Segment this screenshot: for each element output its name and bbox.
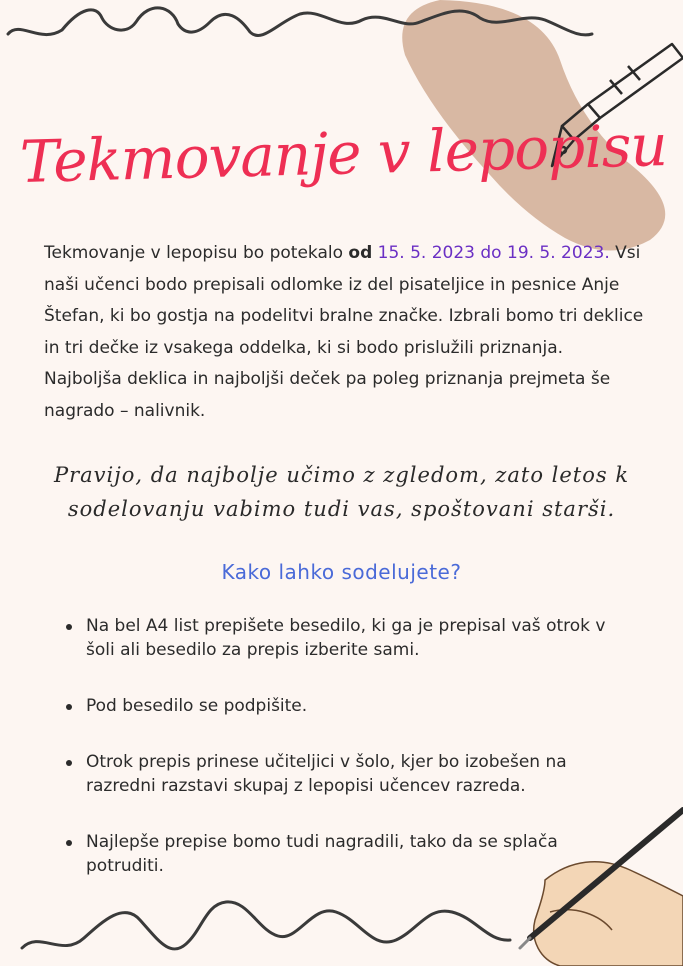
list-item — [66, 750, 636, 798]
step-text: Na bel A4 list prepišete besedilo, ki ga je prepisal vaš otrok v šoli ali besedilo za prepis izberite sami. — [86, 616, 606, 660]
invitation-quote: Pravijo, da najbolje učimo z zgledom, zato letos k sodelovanju vabimo tudi vas, spoštovani starši. — [53, 463, 630, 521]
intro-do: do — [480, 243, 502, 263]
date-end: 19. 5. 2023. — [501, 243, 610, 263]
bullet-icon — [66, 624, 72, 630]
bullet-icon — [66, 704, 72, 710]
list-item — [66, 830, 636, 878]
step-text: Najlepše prepise bomo tudi nagradili, tako da se splača potruditi. — [86, 832, 558, 876]
bullet-icon — [66, 840, 72, 846]
intro-text-start: Tekmovanje v lepopisu bo potekalo — [44, 243, 349, 263]
steps-list — [66, 614, 636, 910]
intro-paragraph — [44, 238, 644, 427]
date-start: 15. 5. 2023 — [372, 243, 481, 263]
step-text: Otrok prepis prinese učiteljici v šolo, kjer bo izobešen na razredni razstavi skupaj z lepopisi učencev razreda. — [86, 752, 567, 796]
page-title: Tekmovanje v lepopisu — [19, 111, 668, 196]
bullet-icon — [66, 760, 72, 766]
list-item — [66, 614, 636, 662]
section-heading: Kako lahko sodelujete? — [221, 560, 462, 584]
list-item — [66, 694, 636, 718]
intro-od: od — [348, 243, 373, 263]
intro-text-rest: Vsi naši učenci bodo prepisali odlomke iz del pisateljice in pesnice Anje Štefan, ki bo gostja na podelitvi bralne značke. Izbrali bomo tri deklice in tri dečke iz vsakega oddelka, ki si bodo prislužili priznanja. Najboljša deklica in najboljši deček pa poleg priznanja prejmeta še nagrado – nalivnik. — [44, 243, 644, 421]
step-text: Pod besedilo se podpišite. — [86, 696, 308, 716]
